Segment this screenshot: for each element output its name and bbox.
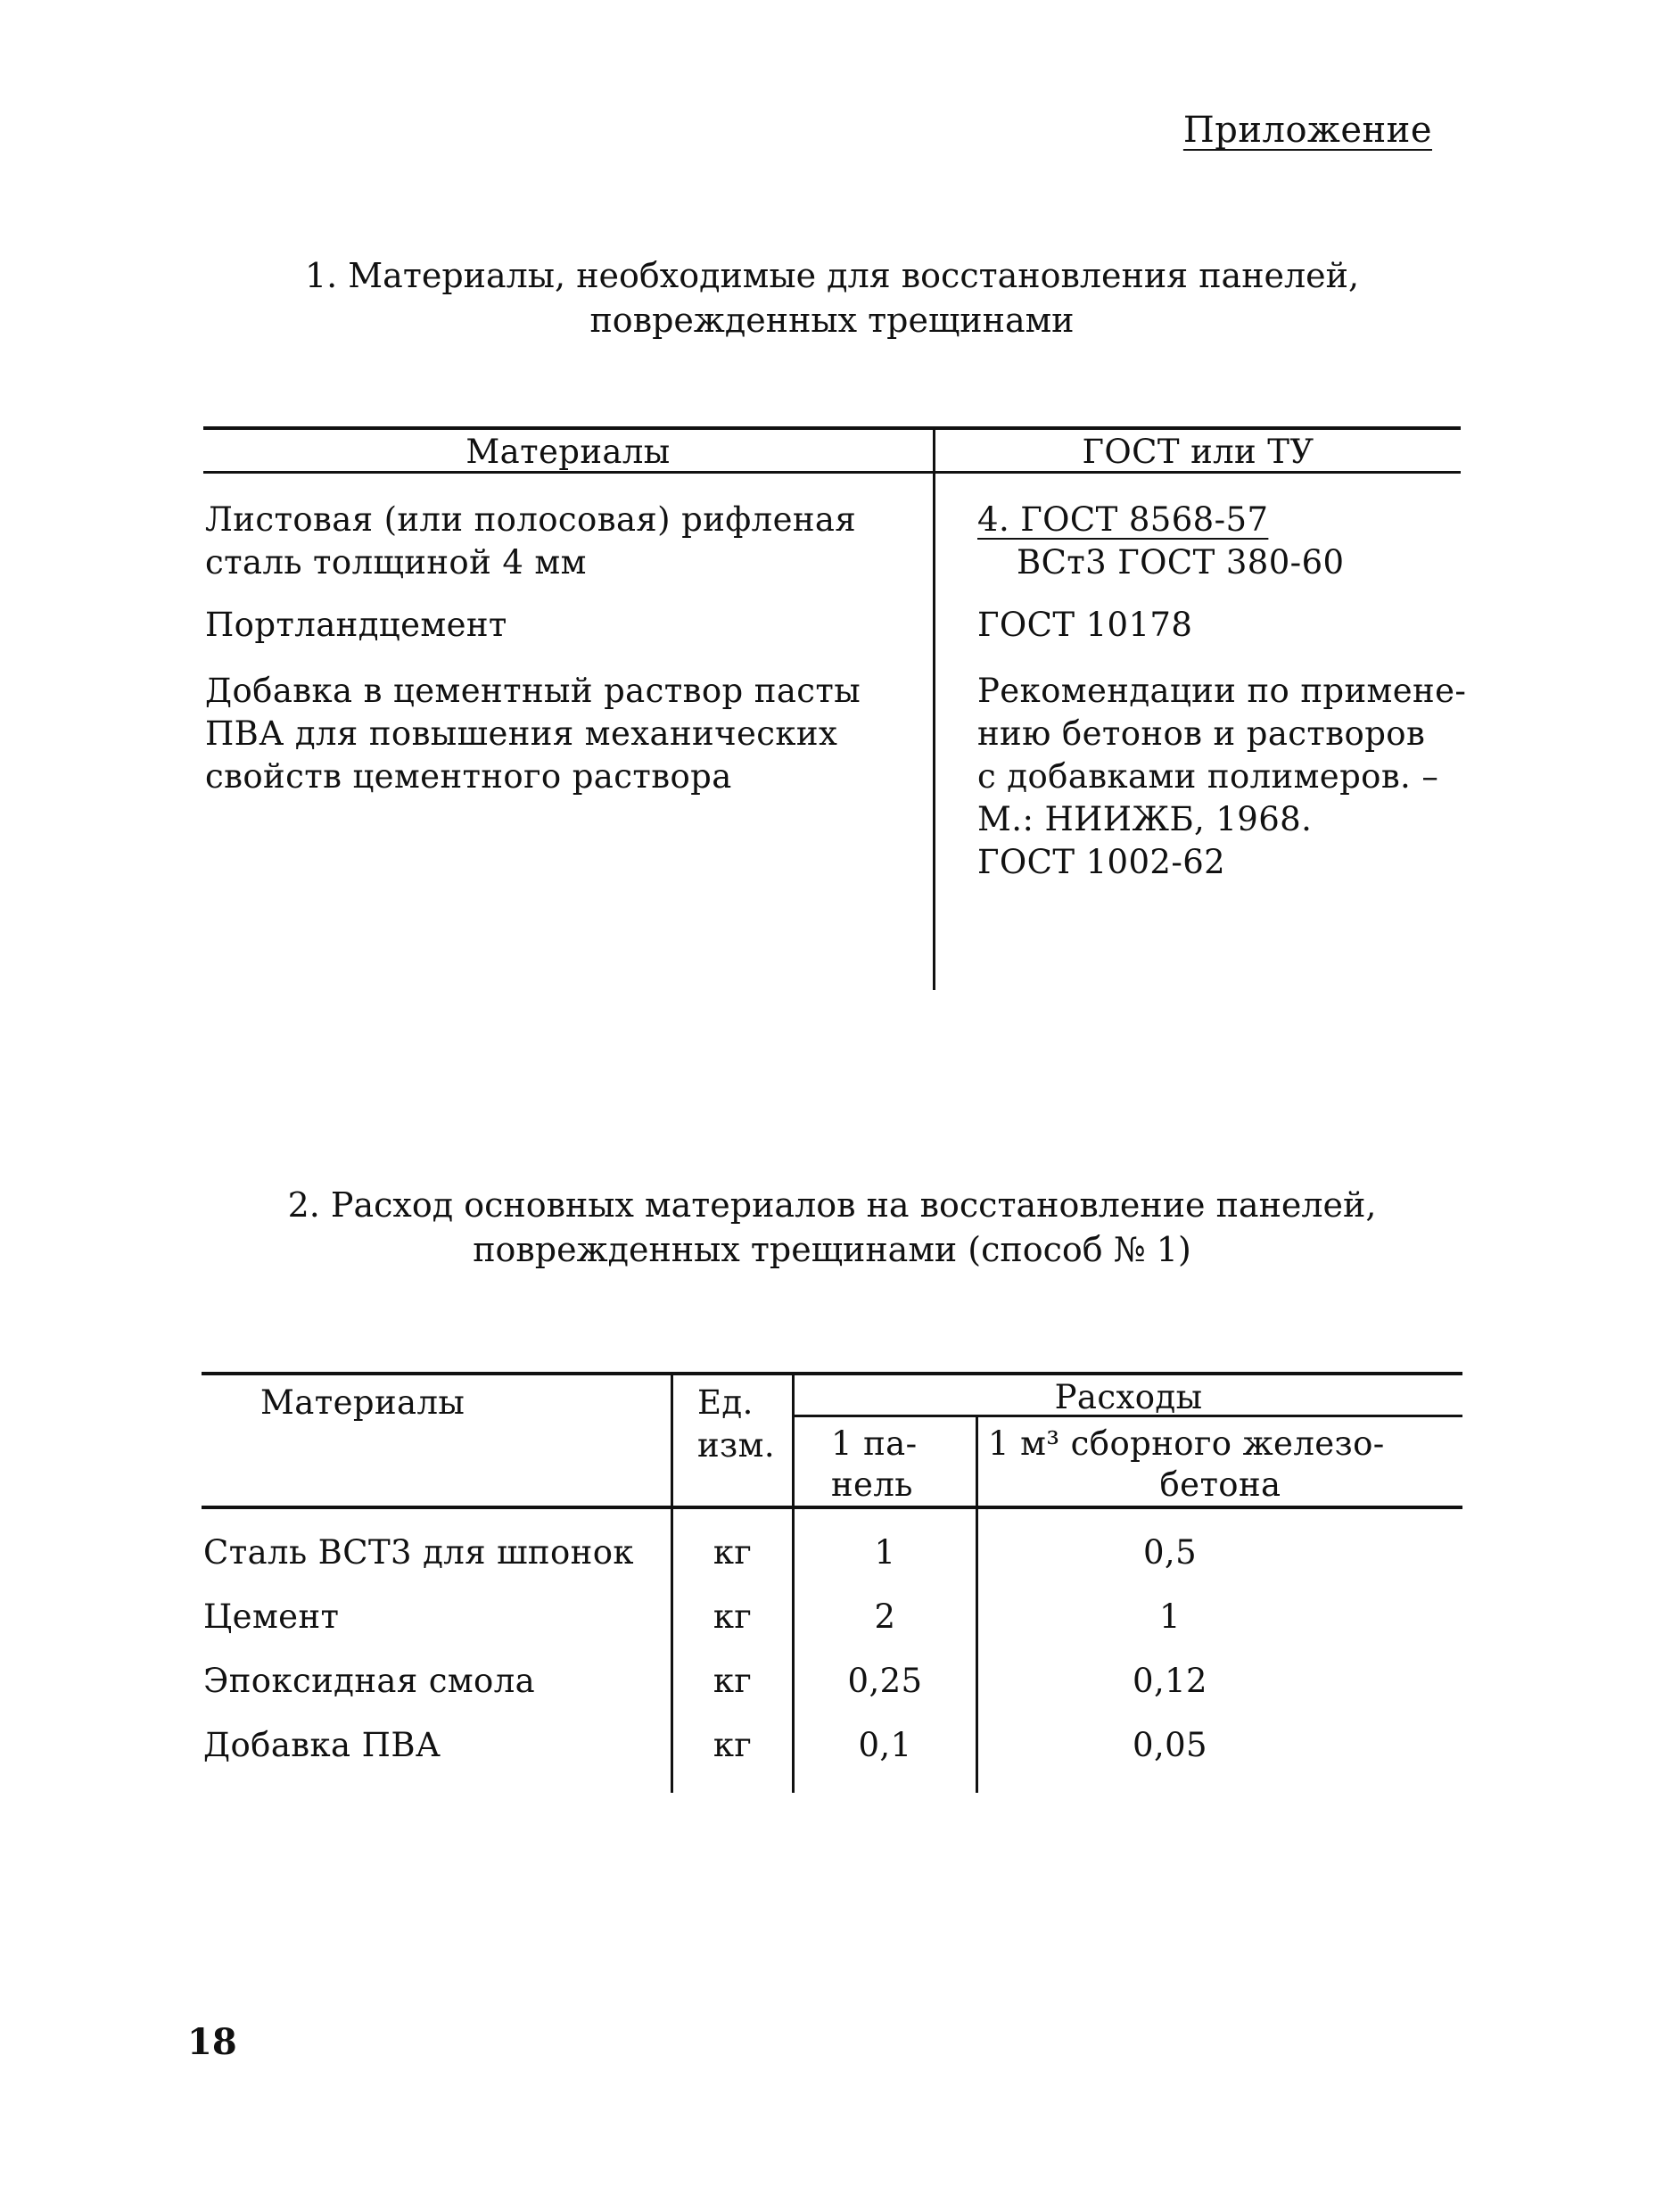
table2-row1-per-panel: 1 [874,1533,896,1572]
section1-title-line2: поврежденных трещинами [589,301,1075,340]
table2-row4-unit: кг [713,1726,753,1764]
table1-header-standard: ГОСТ или ТУ [1082,433,1314,471]
table1-column-divider [933,430,935,990]
table2-header-materials: Материалы [260,1383,465,1422]
table1-row1-material-line1: Листовая (или полосовая) рифленая [205,500,857,539]
table2-row4-material: Добавка ПВА [203,1726,441,1764]
table2-header-per-m3-line2: бетона [1159,1465,1281,1504]
table1-row3-material-line1: Добавка в цементный раствор пасты [205,672,861,710]
table1-row3-standard-line5: ГОСТ 1002-62 [977,843,1226,881]
table1-row2-standard: ГОСТ 10178 [977,606,1193,644]
table1-row3-material-line3: свойств цементного раствора [205,757,732,796]
table1-row3-standard-line4: М.: НИИЖБ, 1968. [977,800,1313,838]
table2-row3-unit: кг [713,1662,753,1700]
table2-header-per-panel-line1: 1 па- [831,1424,918,1463]
table2-row4-per-panel: 0,1 [858,1726,912,1764]
table2-row3-per-m3: 0,12 [1133,1662,1207,1700]
table1-row2-material: Портландцемент [205,606,507,644]
section2-title-line2: поврежденных трещинами (способ № 1) [473,1230,1191,1269]
table1-row1-standard-line1: 4. ГОСТ 8568-57 [977,500,1269,539]
table2-row4-per-m3: 0,05 [1133,1726,1207,1764]
table2-header-consumption: Расходы [1054,1378,1203,1416]
table2-header-unit-line2: изм. [697,1426,775,1465]
appendix-label: Приложение [1182,110,1432,151]
table2-row2-per-m3: 1 [1159,1597,1181,1636]
section2-title-line1: 2. Расход основных материалов на восстановление панелей, [287,1185,1377,1225]
table2-row2-per-panel: 2 [874,1597,896,1636]
table1-row3-standard-line2: нию бетонов и растворов [977,714,1426,753]
table1-header-materials: Материалы [465,433,671,471]
table1-row3-standard-line1: Рекомендации по примене- [977,672,1467,710]
table2-header-per-panel-line2: нель [831,1465,913,1504]
table2-row2-unit: кг [713,1597,753,1636]
table1-row1-material-line2: сталь толщиной 4 мм [205,543,587,582]
table2-row1-unit: кг [713,1533,753,1572]
table2-header-per-m3-line1: 1 м³ сборного железо- [988,1424,1385,1463]
table2-row2-material: Цемент [203,1597,340,1636]
table2-row3-per-panel: 0,25 [847,1662,923,1700]
table1-row3-material-line2: ПВА для повышения механических [205,714,838,753]
table1-row3-standard-line3: с добавками полимеров. – [977,757,1439,796]
table2-row1-material: Сталь ВСТ3 для шпонок [203,1533,634,1572]
table2-row1-per-m3: 0,5 [1142,1533,1198,1572]
table1-row1-standard-line2: ВСт3 ГОСТ 380-60 [1017,543,1345,582]
section1-title-line1: 1. Материалы, необходимые для восстановления панелей, [304,256,1360,295]
table2-row3-material: Эпоксидная смола [203,1662,536,1700]
page-number: 18 [187,2021,237,2063]
table2-header-unit-line1: Ед. [697,1383,754,1422]
